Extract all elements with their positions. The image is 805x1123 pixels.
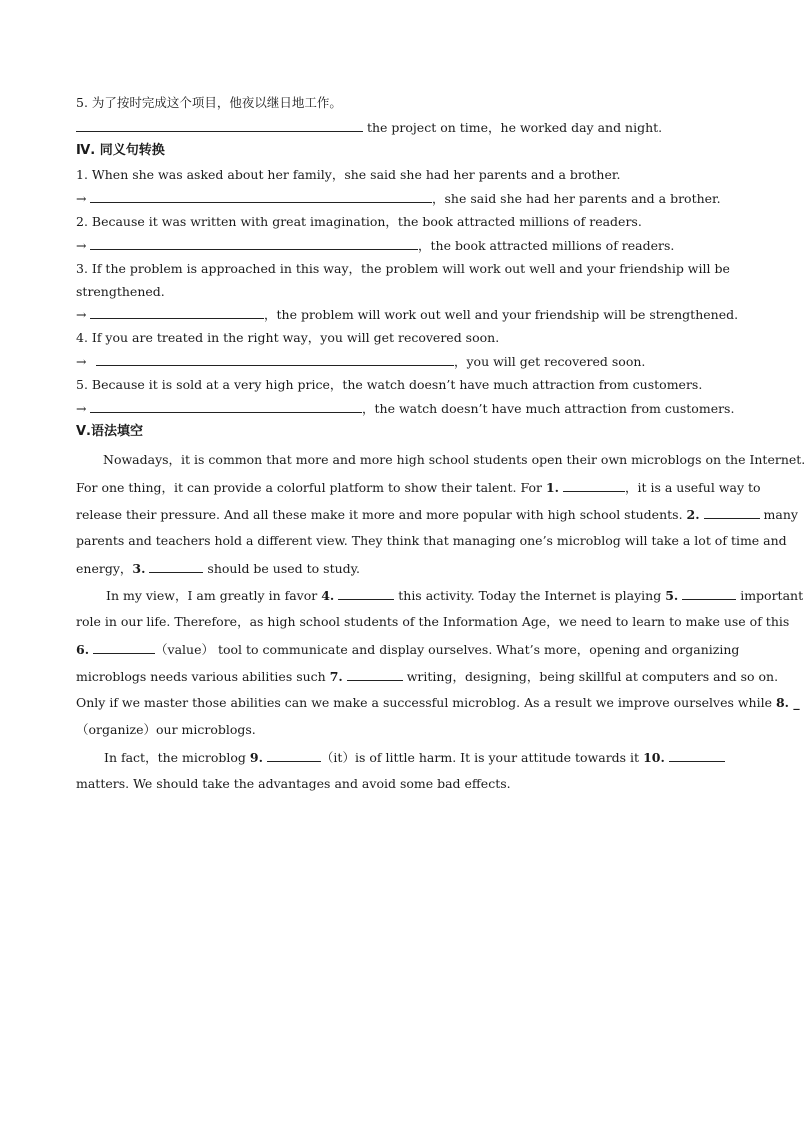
s4-item2-answer [76,237,674,254]
p1-line5-text-b: should be used to study. [203,561,361,576]
arrow-icon: → [76,191,87,206]
s4-item5-tail: ，the watch doesn’t have much attraction from customers. [362,401,735,416]
s4-item4-original: 4. If you are treated in the right way，you will get recovered soon. [76,330,500,345]
p3-line2: matters. We should take the advantages and avoid some bad effects. [76,776,511,791]
gap-blank-6[interactable] [93,641,155,654]
arrow-icon: → [76,354,87,369]
p1-line2-text-b: ，it is a useful way to [624,480,761,495]
p2-line3-text-b: （value） tool to communicate and display ourselves. What’s more，opening and organizing [155,642,740,657]
s4-item1-blank[interactable] [90,190,432,203]
blank-number-8: 8. [775,695,790,710]
s4-item3-tail: ，the problem will work out well and your friendship will be strengthened. [264,307,739,322]
q5-prompt [76,95,342,111]
blank-number-4: 4. [321,588,335,603]
blank-number-10: 10. [643,750,665,765]
arrow-icon: → [76,307,87,322]
p1-line5-text-a: energy， [76,561,133,576]
section5-title: Ⅴ.语法填空 [76,424,143,439]
p2-line5 [76,695,800,711]
gap-blank-3[interactable] [149,560,203,573]
s4-item1-original: 1. When she was asked about her family，she said she had her parents and a brother. [76,167,621,182]
s4-item4-blank[interactable] [96,353,454,366]
q5-answer-line [76,119,662,136]
p1-line3 [76,506,798,523]
blank-number-6: 6. [76,642,90,657]
s4-item3-original-line2: strengthened. [76,284,165,299]
gap-blank-4[interactable] [338,587,394,600]
q5-prompt-text: 5. 为了按时完成这个项目，他夜以继日地工作。 [76,95,342,110]
p2-line5-text-a: Only if we master those abilities can we make a successful microblog. As a result we improve ourselves while [76,695,776,710]
s4-item5-blank[interactable] [90,400,362,413]
q5-tail: the project on time，he worked day and night. [366,120,663,135]
blank-number-2: 2. [686,507,700,522]
s4-item5-answer [76,400,734,417]
p2-line1-text-c: important [736,588,804,603]
gap-blank-10[interactable] [669,749,725,762]
blank-number-1: 1. [545,480,559,495]
p3-line1 [76,749,725,766]
p1-line1: Nowadays，it is common that more and more high school students open their own microblogs on the Internet. [103,452,805,467]
p2-line1-text-b: this activity. Today the Internet is playing [394,588,666,603]
p3-line1-text-b: （it）is of little harm. It is your attitude towards it [320,750,644,765]
arrow-icon: → [76,401,87,416]
arrow-icon: → [76,238,87,253]
p2-line4-text-a: microblogs needs various abilities such [76,669,330,684]
blank-number-9: 9. [249,750,263,765]
section4-title: Ⅳ. 同义句转换 [76,143,165,158]
blank-number-3: 3. [132,561,146,576]
p2-line2: role in our life. Therefore，as high school students of the Information Age，we need to learn to make use of this [76,614,790,629]
p1-line2-text-a: For one thing，it can provide a colorful platform to show their talent. For [76,480,546,495]
s4-item2-tail: ，the book attracted millions of readers. [418,238,675,253]
blank-number-7: 7. [329,669,343,684]
gap-blank-2[interactable] [704,506,760,519]
s4-item2-blank[interactable] [90,237,418,250]
blank-number-5: 5. [665,588,679,603]
p1-line3-text-b: many [759,507,798,522]
gap-blank-5[interactable] [682,587,736,600]
p2-line4-text-b: writing，designing，being skillful at computers and so on. [402,669,779,684]
p2-line3 [76,641,740,658]
s4-item1-tail: ，she said she had her parents and a brother. [432,191,721,206]
p1-line4: parents and teachers hold a different view. They think that managing one’s microblog will take a lot of time and [76,533,787,548]
q5-blank[interactable] [76,119,363,132]
gap-blank-8[interactable]: _ [789,695,800,710]
s4-item2-original: 2. Because it was written with great imagination，the book attracted millions of readers. [76,214,642,229]
s4-item3-blank[interactable] [90,306,264,319]
p1-line3-text-a: release their pressure. And all these make it more and more popular with high school students. [76,507,687,522]
p2-line4 [76,668,779,685]
gap-blank-9[interactable] [267,749,321,762]
gap-blank-1[interactable] [563,479,625,492]
s4-item3-original-line1: 3. If the problem is approached in this way，the problem will work out well and your friendship will be [76,261,730,276]
p1-line2 [76,479,761,496]
p2-line6: （organize）our microblogs. [76,722,256,737]
s4-item3-answer [76,306,738,323]
s4-item4-tail: ，you will get recovered soon. [454,354,646,369]
gap-blank-7[interactable] [347,668,403,681]
p1-line5 [76,560,360,577]
s4-item4-answer [76,353,645,370]
p2-line1-text-a: In my view，I am greatly in favor [106,588,322,603]
s4-item1-answer [76,190,721,207]
s4-item5-original: 5. Because it is sold at a very high price，the watch doesn’t have much attraction from customers. [76,377,703,392]
p2-line1 [76,587,803,604]
p3-line1-text-a: In fact，the microblog [104,750,250,765]
